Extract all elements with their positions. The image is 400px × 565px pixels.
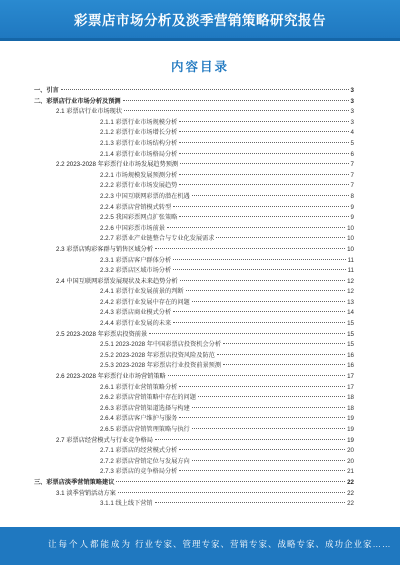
toc-entry-page: 8 [350,192,354,200]
toc-dot-leader [118,492,345,493]
toc-entry[interactable] [34,319,354,330]
toc-entry-label: 3.1 淡季营销活动方案 [56,489,116,497]
toc-entry[interactable] [34,436,354,447]
toc-entry-label: 2.5.1 2023-2028 年中国彩票店投资机会分析 [100,341,222,349]
toc-entry[interactable] [34,414,354,425]
toc-entry-page: 18 [347,404,354,412]
toc-entry-label: 2.5.3 2023-2028 年彩票店行业投资前景预测 [100,362,222,370]
toc-dot-leader [179,142,348,143]
toc-entry[interactable] [34,425,354,436]
toc-entry-page: 4 [350,129,354,137]
toc-entry-page: 3 [350,118,354,126]
toc-entry[interactable] [34,181,354,192]
toc-entry[interactable] [34,277,354,288]
toc-entry[interactable] [34,361,354,372]
toc-entry-label: 2.4.2 彩票行业发展中存在的问题 [100,298,190,306]
toc-dot-leader [149,333,345,334]
toc-dot-leader [167,227,345,228]
toc-dot-leader [179,449,345,450]
toc-dot-leader [179,174,348,175]
toc-entry-label: 2.6.1 彩票行业营销策略分析 [100,383,178,391]
toc-entry-page: 12 [347,288,354,296]
toc-entry-label: 2.4.1 彩票行业发展前景的判断 [100,288,184,296]
toc-entry-page: 16 [347,351,354,359]
toc-entry-page: 6 [350,150,354,158]
toc-dot-leader [179,417,345,418]
toc-entry[interactable] [34,224,354,235]
toc-entry-page: 12 [347,277,354,285]
toc-entry-page: 17 [347,373,354,381]
toc-dot-leader [173,269,345,270]
toc-dot-leader [180,163,348,164]
toc-entry[interactable] [34,171,354,182]
toc-entry-label: 2.1.2 彩票行业市场增长分析 [100,129,178,137]
toc-dot-leader [180,280,345,281]
toc-entry-page: 19 [347,426,354,433]
toc-entry[interactable] [34,256,354,267]
toc-entry[interactable] [34,86,354,97]
toc-entry-page: 17 [347,383,354,391]
toc-entry[interactable] [34,203,354,214]
toc-entry-page: 14 [347,309,354,317]
toc-entry-page: 7 [350,182,354,190]
toc-entry[interactable] [34,245,354,256]
toc-dot-leader [155,502,346,503]
toc-entry-label: 2.7.1 彩票店的经营模式分析 [100,447,178,455]
toc-entry-label: 2.2 2023-2028 年彩票行业市场发展趋势预测 [56,161,179,169]
toc-entry-page: 5 [350,139,354,147]
toc-entry-page: 20 [347,447,354,455]
toc-dot-leader [223,343,345,344]
toc-title: 内容目录 [170,60,229,74]
toc-entry-label: 2.4.4 彩票行业发展的未来 [100,320,172,328]
toc-dot-leader [123,100,349,101]
toc-entry-label: 2.1.4 彩票行业市场格局分析 [100,150,178,158]
toc-dot-leader [192,195,349,196]
toc-entry[interactable] [34,107,354,118]
toc-entry-page: 19 [347,436,354,444]
toc-entry-page: 18 [347,394,354,402]
toc-entry-page: 16 [347,362,354,370]
toc-entry-page: 13 [347,298,354,306]
toc-entry-label: 2.2.1 市场规模发展预测分析 [100,171,178,179]
toc-entry[interactable] [34,139,354,150]
toc-dot-leader [223,364,345,365]
toc-dot-leader [173,311,345,312]
toc-dot-leader [173,259,345,260]
toc-entry-page: 22 [347,478,354,486]
toc-entry-page: 15 [347,330,354,338]
toc-entry[interactable] [34,213,354,224]
toc-entry-label: 2.4.3 彩票店商业模式分析 [100,309,172,317]
toc-entry[interactable] [34,97,354,108]
toc-dot-leader [179,216,348,217]
toc-entry-page: 3 [350,87,354,94]
toc-entry-label: 2.7.2 彩票店营销定位与发展方向 [100,457,190,465]
toc-entry-label: 2.3 彩票店购彩客群与销售区域分析 [56,245,153,253]
toc-entry-page: 11 [347,256,354,264]
toc-entry-label: 2.2.2 彩票行业市场发展趋势 [100,182,178,190]
toc-entry[interactable] [34,298,354,309]
toc-entry-label: 2.6.2 彩票店营销策略中存在的问题 [100,394,196,402]
toc-entry[interactable] [34,499,354,510]
toc-entry-label: 2.2.5 我国彩票网点扩张策略 [100,214,178,222]
toc-entry-page: 3 [350,108,354,116]
toc-entry-page: 15 [347,320,354,328]
toc-entry-label: 2.2.3 中国互联网彩票的潜在机遇 [100,192,190,200]
toc-entry-page: 15 [347,341,354,349]
toc-entry-page: 21 [347,468,354,476]
footer-slogan: 让每个人都能成为 [48,539,133,549]
header-banner [0,0,400,41]
toc-entry-label: 2.6.5 彩票店营销管理策略与执行 [100,426,190,433]
toc-entry-page: 10 [347,235,354,243]
toc-dot-leader [179,153,348,154]
toc-entry-page: 9 [350,214,354,222]
toc-entry-page: 7 [350,171,354,179]
toc-entry[interactable] [34,467,354,478]
toc-entry[interactable] [34,372,354,383]
toc-entry-label: 一、引言 [34,87,59,94]
toc-entry-page: 9 [350,203,354,211]
toc-entry[interactable] [34,192,354,203]
toc-entry[interactable] [34,118,354,129]
toc-entry[interactable] [34,128,354,139]
toc-entry-label: 2.2.6 中国彩票市场前景 [100,224,165,232]
toc-entry-page: 3 [350,97,354,105]
toc-dot-leader [124,110,349,111]
toc-entry-label: 3.1.1 线上线下营销 [100,500,153,508]
toc-entry[interactable] [34,351,354,362]
toc-entry-label: 三、彩票店淡季营销策略建议 [34,478,115,486]
toc-entry-label: 2.4 中国互联网彩票发展现状及未来趋势分析 [56,277,178,285]
footer-banner [0,527,400,565]
toc-entry[interactable] [34,383,354,394]
toc-dot-leader [192,460,345,461]
footer-expert-list: 行业专家、管理专家、营销专家、战略专家、成功企业家…… [135,539,392,549]
toc-dot-leader [198,396,345,397]
toc-entry-page: 19 [347,415,354,423]
toc-entry-label: 2.1.3 彩票行业市场结构分析 [100,139,178,147]
toc-list [34,86,354,510]
toc-entry-label: 2.6.3 彩票店营销渠道选择与构建 [100,404,190,412]
toc-entry[interactable] [34,340,354,351]
toc-entry[interactable] [34,330,354,341]
toc-dot-leader [173,322,345,323]
toc-entry-page: 11 [347,267,354,275]
toc-dot-leader [155,248,345,249]
toc-dot-leader [168,375,345,376]
toc-entry[interactable] [34,489,354,500]
toc-entry[interactable] [34,234,354,245]
toc-dot-leader [179,121,348,122]
toc-entry-label: 2.1.1 彩票行业市场规模分析 [100,118,178,126]
toc-dot-leader [192,301,345,302]
toc-entry-label: 2.6 2023-2028 年彩票行业市场营销策略 [56,373,166,381]
toc-entry-label: 2.2.7 彩票业产业链整合与专业化发展需求 [100,235,215,243]
toc-entry-label: 2.1 彩票店行业市场现状 [56,108,123,116]
toc-dot-leader [173,206,348,207]
toc-entry-label: 2.6.4 彩票店客户维护与服务 [100,415,178,423]
toc-entry[interactable] [34,404,354,415]
toc-dot-leader [192,428,345,429]
toc-entry-label: 2.5 2023-2028 年彩票店投资前景 [56,330,148,338]
toc-dot-leader [179,470,345,471]
toc-entry[interactable] [34,393,354,404]
toc-entry-page: 22 [347,489,354,497]
toc-entry[interactable] [34,160,354,171]
toc-dot-leader [179,386,345,387]
toc-entry-label: 2.2.4 彩票店营销模式转型 [100,203,172,211]
toc-entry[interactable] [34,478,354,489]
toc-entry-label: 2.3.2 彩票店区域市场分析 [100,267,172,275]
toc-dot-leader [217,354,345,355]
toc-entry-label: 2.3.1 彩票店客户群体分析 [100,256,172,264]
toc-entry[interactable] [34,457,354,468]
toc-dot-leader [116,481,345,482]
toc-entry-label: 二、彩票店行业市场分析及预测 [34,97,121,105]
toc-dot-leader [61,89,349,90]
toc-dot-leader [186,290,346,291]
toc-dot-leader [192,407,345,408]
toc-entry-page: 7 [350,161,354,169]
toc-entry[interactable] [34,308,354,319]
report-title: 彩票店市场分析及淡季营销策略研究报告 [74,13,326,28]
toc-entry-page: 10 [347,224,354,232]
toc-dot-leader [179,184,348,185]
toc-entry-label: 2.7.3 彩票店的竞争格局分析 [100,468,178,476]
toc-entry-label: 2.7 彩票店经营模式与行业竞争格局 [56,436,153,444]
toc-entry-page: 22 [347,500,354,508]
toc-entry-page: 20 [347,457,354,465]
toc-entry[interactable] [34,287,354,298]
toc-dot-leader [216,237,345,238]
toc-entry-label: 2.5.2 2023-2028 年彩票店投资风险及防范 [100,351,215,359]
toc-entry[interactable] [34,266,354,277]
toc-dot-leader [155,439,345,440]
toc-dot-leader [179,131,348,132]
toc-entry[interactable] [34,150,354,161]
toc-entry[interactable] [34,446,354,457]
toc-entry-page: 10 [347,245,354,253]
